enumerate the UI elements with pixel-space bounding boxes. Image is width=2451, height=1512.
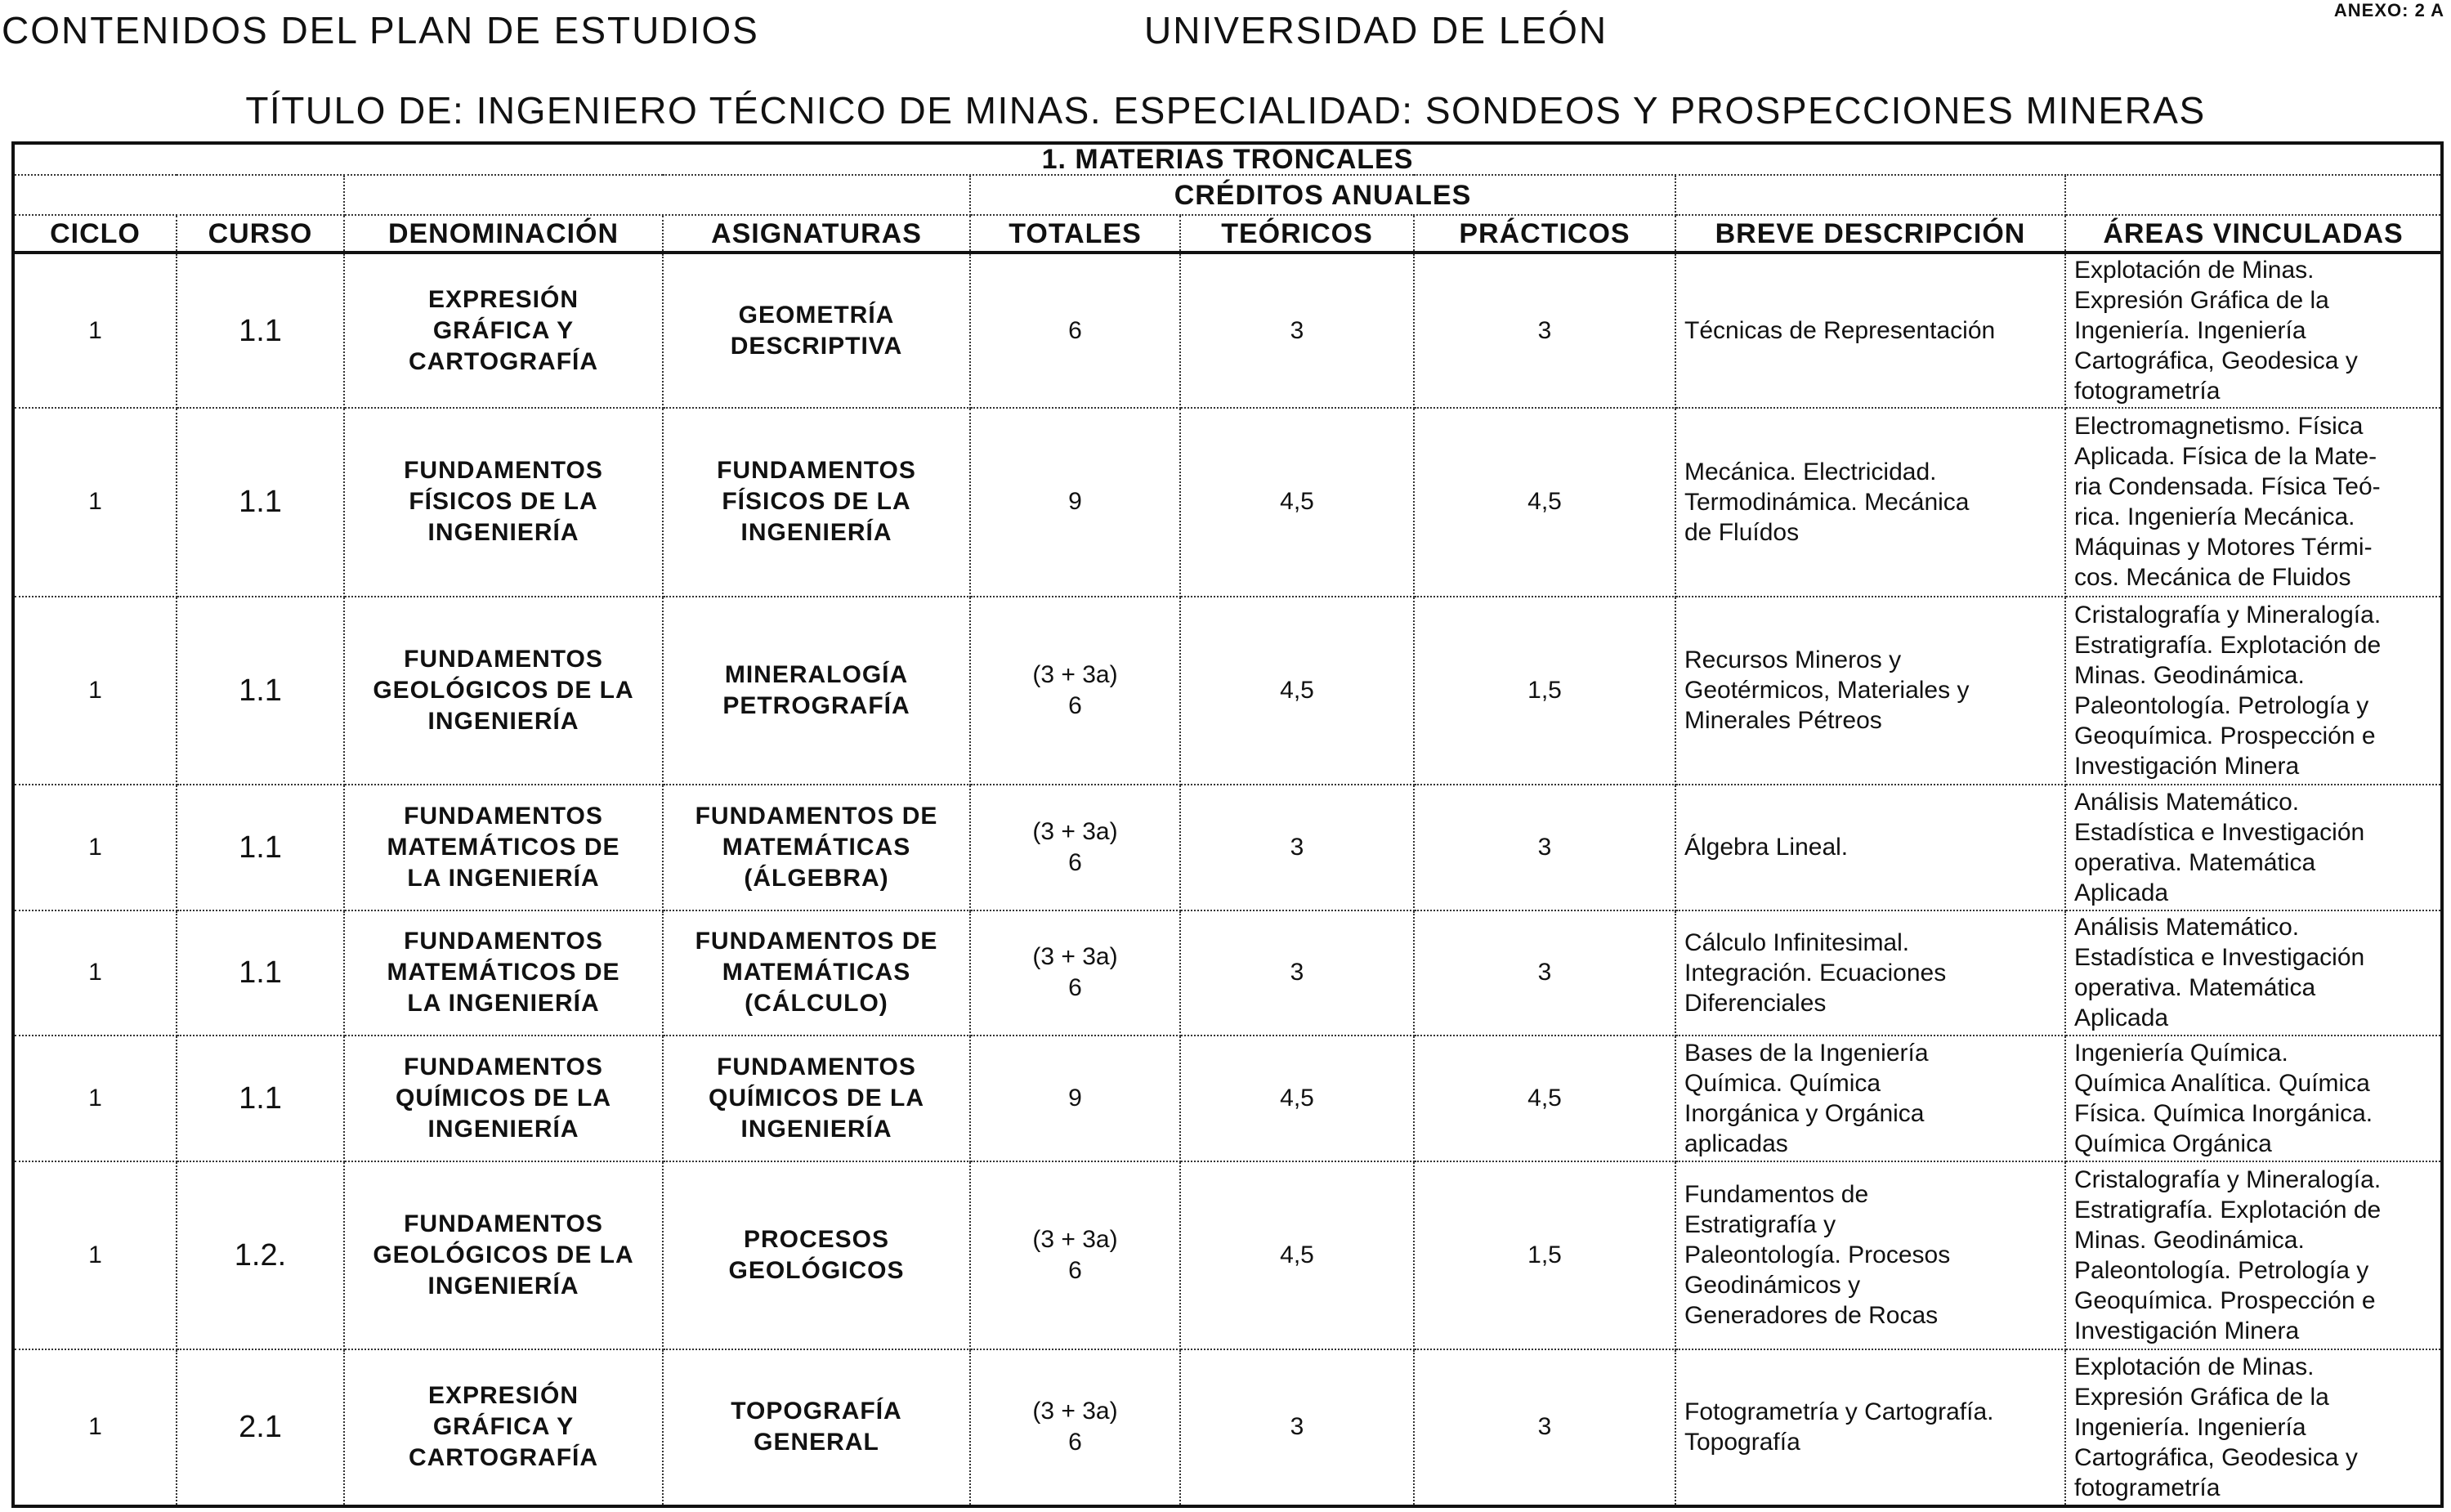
cell-practicos: 1,5 <box>1414 1161 1675 1349</box>
blank-header-cell <box>13 175 344 214</box>
page-title: TÍTULO DE: INGENIERO TÉCNICO DE MINAS. ESPECIALIDAD: SONDEOS Y PROSPECCIONES MINERAS <box>245 89 2206 132</box>
table-row <box>13 1161 2442 1349</box>
cell-asignaturas: MINERALOGÍA PETROGRAFÍA <box>663 597 970 785</box>
cell-ciclo: 1 <box>13 1349 177 1506</box>
cell-totales: 9 <box>970 408 1180 596</box>
cell-ciclo: 1 <box>13 253 177 408</box>
col-header-curso: CURSO <box>177 215 344 253</box>
cell-ciclo: 1 <box>13 1036 177 1161</box>
table-row <box>13 597 2442 785</box>
cell-areas: Explotación de Minas. Expresión Gráfica de la Ingeniería. Ingeniería Cartográfica, Geodesica y fotogrametría <box>2065 253 2442 408</box>
cell-denominacion: FUNDAMENTOS MATEMÁTICOS DE LA INGENIERÍA <box>344 785 663 910</box>
table-row <box>13 910 2442 1036</box>
cell-practicos: 3 <box>1414 253 1675 408</box>
col-header-totales: TOTALES <box>970 215 1180 253</box>
creditos-header: CRÉDITOS ANUALES <box>970 175 1675 214</box>
col-header-denominacion: DENOMINACIÓN <box>344 215 663 253</box>
cell-descripcion: Fundamentos de Estratigrafía y Paleontología. Procesos Geodinámicos y Generadores de Rocas <box>1675 1161 2065 1349</box>
cell-areas: Cristalografía y Mineralogía. Estratigrafía. Explotación de Minas. Geodinámica. Paleontología. Petrología y Geoquímica. Prospección e Investigación Minera <box>2065 1161 2442 1349</box>
header-left: CONTENIDOS DEL PLAN DE ESTUDIOS <box>2 9 759 51</box>
cell-denominacion: EXPRESIÓN GRÁFICA Y CARTOGRAFÍA <box>344 253 663 408</box>
annex-label: ANEXO: 2 A <box>2333 0 2444 20</box>
cell-totales: (3 + 3a) 6 <box>970 910 1180 1036</box>
cell-ciclo: 1 <box>13 910 177 1036</box>
cell-curso: 1.1 <box>177 1036 344 1161</box>
col-header-practicos: PRÁCTICOS <box>1414 215 1675 253</box>
cell-areas: Cristalografía y Mineralogía. Estratigrafía. Explotación de Minas. Geodinámica. Paleontología. Petrología y Geoquímica. Prospección e Investigación Minera <box>2065 597 2442 785</box>
cell-descripcion: Mecánica. Electricidad. Termodinámica. Mecánica de Fluídos <box>1675 408 2065 596</box>
cell-asignaturas: FUNDAMENTOS DE MATEMÁTICAS (CÁLCULO) <box>663 910 970 1036</box>
cell-teoricos: 4,5 <box>1180 1161 1414 1349</box>
cell-curso: 2.1 <box>177 1349 344 1506</box>
cell-practicos: 3 <box>1414 910 1675 1036</box>
cell-curso: 1.1 <box>177 408 344 596</box>
cell-curso: 1.1 <box>177 597 344 785</box>
cell-ciclo: 1 <box>13 408 177 596</box>
cell-asignaturas: TOPOGRAFÍA GENERAL <box>663 1349 970 1506</box>
col-header-areas: ÁREAS VINCULADAS <box>2065 215 2442 253</box>
table-row <box>13 1036 2442 1161</box>
cell-teoricos: 3 <box>1180 910 1414 1036</box>
cell-areas: Análisis Matemático. Estadística e Investigación operativa. Matemática Aplicada <box>2065 785 2442 910</box>
cell-asignaturas: GEOMETRÍA DESCRIPTIVA <box>663 253 970 408</box>
cell-areas: Explotación de Minas. Expresión Gráfica de la Ingeniería. Ingeniería Cartográfica, Geodesica y fotogrametría <box>2065 1349 2442 1506</box>
table-row <box>13 1349 2442 1506</box>
cell-curso: 1.1 <box>177 785 344 910</box>
header-university: UNIVERSIDAD DE LEÓN <box>1144 9 1608 51</box>
cell-descripcion: Álgebra Lineal. <box>1675 785 2065 910</box>
cell-denominacion: FUNDAMENTOS GEOLÓGICOS DE LA INGENIERÍA <box>344 597 663 785</box>
cell-totales: (3 + 3a) 6 <box>970 1161 1180 1349</box>
blank-header-cell <box>1675 175 2065 214</box>
col-header-descripcion: BREVE DESCRIPCIÓN <box>1675 215 2065 253</box>
blank-header-cell <box>344 175 970 214</box>
cell-totales: (3 + 3a) 6 <box>970 597 1180 785</box>
cell-ciclo: 1 <box>13 1161 177 1349</box>
cell-descripcion: Técnicas de Representación <box>1675 253 2065 408</box>
cell-practicos: 4,5 <box>1414 408 1675 596</box>
table-row <box>13 408 2442 596</box>
cell-ciclo: 1 <box>13 597 177 785</box>
table-row <box>13 253 2442 408</box>
cell-ciclo: 1 <box>13 785 177 910</box>
cell-denominacion: FUNDAMENTOS QUÍMICOS DE LA INGENIERÍA <box>344 1036 663 1161</box>
cell-asignaturas: FUNDAMENTOS DE MATEMÁTICAS (ÁLGEBRA) <box>663 785 970 910</box>
cell-asignaturas: FUNDAMENTOS QUÍMICOS DE LA INGENIERÍA <box>663 1036 970 1161</box>
cell-practicos: 1,5 <box>1414 597 1675 785</box>
cell-descripcion: Cálculo Infinitesimal. Integración. Ecuaciones Diferenciales <box>1675 910 2065 1036</box>
cell-practicos: 3 <box>1414 785 1675 910</box>
cell-practicos: 4,5 <box>1414 1036 1675 1161</box>
cell-totales: (3 + 3a) 6 <box>970 1349 1180 1506</box>
blank-header-cell <box>2065 175 2442 214</box>
cell-asignaturas: FUNDAMENTOS FÍSICOS DE LA INGENIERÍA <box>663 408 970 596</box>
cell-denominacion: EXPRESIÓN GRÁFICA Y CARTOGRAFÍA <box>344 1349 663 1506</box>
col-header-teoricos: TEÓRICOS <box>1180 215 1414 253</box>
cell-totales: (3 + 3a) 6 <box>970 785 1180 910</box>
col-header-asignaturas: ASIGNATURAS <box>663 215 970 253</box>
cell-totales: 9 <box>970 1036 1180 1161</box>
cell-curso: 1.1 <box>177 910 344 1036</box>
cell-denominacion: FUNDAMENTOS FÍSICOS DE LA INGENIERÍA <box>344 408 663 596</box>
cell-curso: 1.1 <box>177 253 344 408</box>
cell-teoricos: 3 <box>1180 253 1414 408</box>
cell-denominacion: FUNDAMENTOS MATEMÁTICOS DE LA INGENIERÍA <box>344 910 663 1036</box>
table-row <box>13 785 2442 910</box>
section-title: 1. MATERIAS TRONCALES <box>13 143 2442 175</box>
cell-teoricos: 4,5 <box>1180 408 1414 596</box>
cell-areas: Análisis Matemático. Estadística e Investigación operativa. Matemática Aplicada <box>2065 910 2442 1036</box>
cell-totales: 6 <box>970 253 1180 408</box>
cell-teoricos: 3 <box>1180 1349 1414 1506</box>
cell-curso: 1.2. <box>177 1161 344 1349</box>
cell-teoricos: 4,5 <box>1180 597 1414 785</box>
cell-areas: Ingeniería Química. Química Analítica. Química Física. Química Inorgánica. Química Orgánica <box>2065 1036 2442 1161</box>
cell-asignaturas: PROCESOS GEOLÓGICOS <box>663 1161 970 1349</box>
cell-descripcion: Recursos Mineros y Geotérmicos, Materiales y Minerales Pétreos <box>1675 597 2065 785</box>
cell-teoricos: 3 <box>1180 785 1414 910</box>
cell-areas: Electromagnetismo. Física Aplicada. Física de la Mate- ria Condensada. Física Teó- rica. Ingeniería Mecánica. Máquinas y Motores Térmi- cos. Mecánica de Fluidos <box>2065 408 2442 596</box>
cell-descripcion: Bases de la Ingeniería Química. Química Inorgánica y Orgánica aplicadas <box>1675 1036 2065 1161</box>
cell-teoricos: 4,5 <box>1180 1036 1414 1161</box>
col-header-ciclo: CICLO <box>13 215 177 253</box>
study-plan-table <box>11 141 2444 1508</box>
cell-denominacion: FUNDAMENTOS GEOLÓGICOS DE LA INGENIERÍA <box>344 1161 663 1349</box>
cell-practicos: 3 <box>1414 1349 1675 1506</box>
cell-descripcion: Fotogrametría y Cartografía. Topografía <box>1675 1349 2065 1506</box>
